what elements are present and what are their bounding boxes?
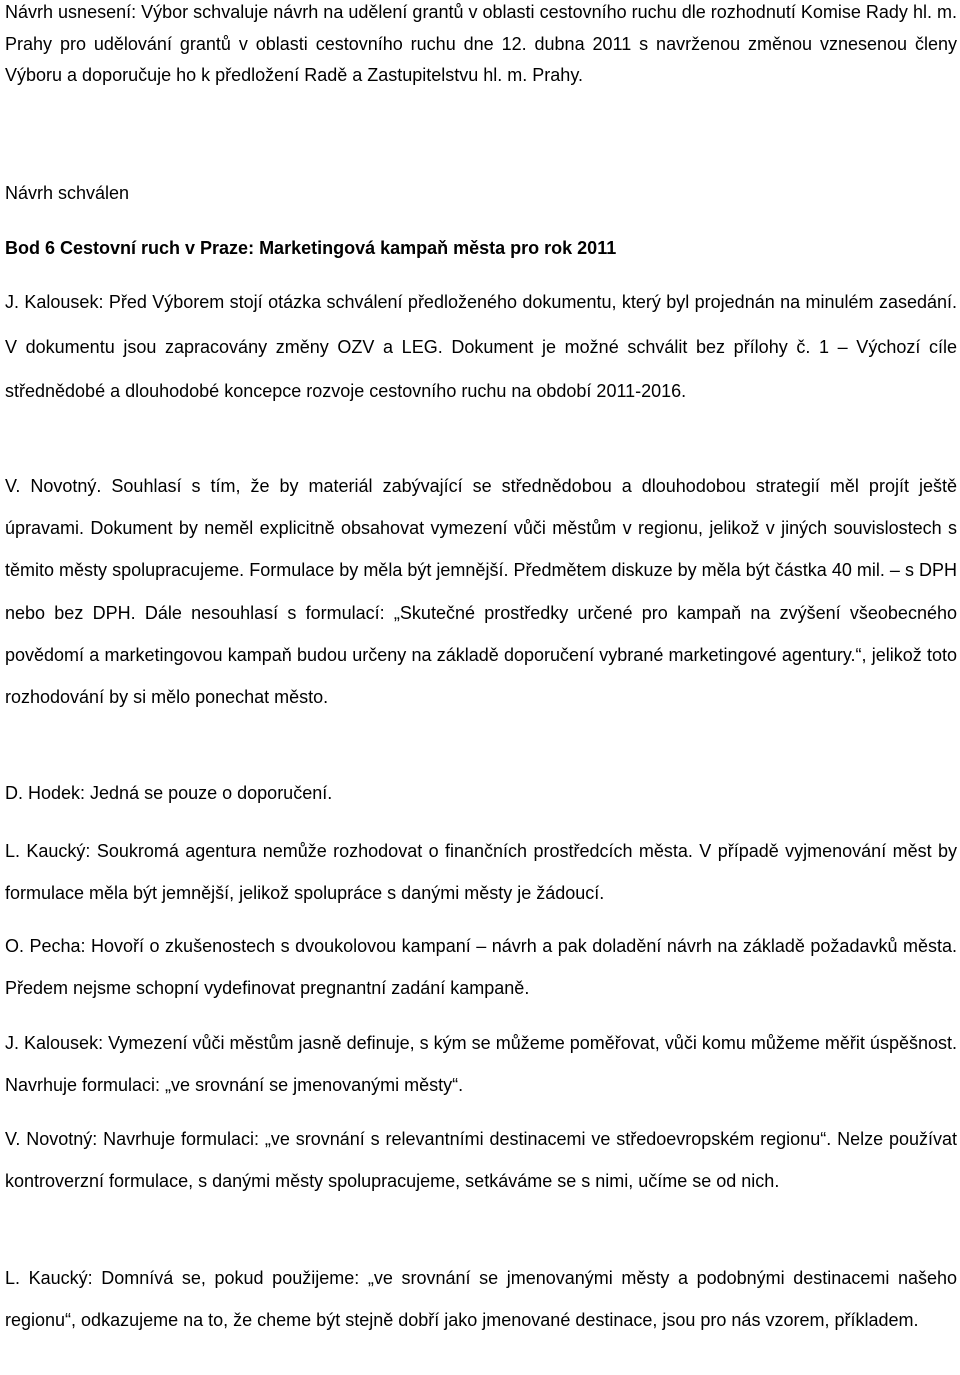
novotny-paragraph-2: V. Novotný: Navrhuje formulaci: „ve srovnání s relevantními destinacemi ve středoevropském regionu“. Nelze používat kontroverzní formulace, s danými městy spolupracujeme, setkáváme se s nimi, učíme se od nich. <box>5 1129 957 1191</box>
approved-line: Návrh schválen <box>5 183 130 203</box>
kaucky-paragraph-2: L. Kaucký: Domnívá se, pokud použijeme: „ve srovnání se jmenovanými městy a podobnými destinacemi našeho regionu“, odkazujeme na to, že cheme být stejně dobří jako jmenované destinace, jsou pro nás vzorem, příkladem. <box>5 1268 957 1330</box>
hodek-paragraph: D. Hodek: Jedná se pouze o doporučení. <box>5 783 333 803</box>
kaucky-paragraph-1: L. Kaucký: Soukromá agentura nemůže rozhodovat o finančních prostředcích města. V případě vyjmenování měst by formulace měla být jemnější, jelikož spolupráce s danými městy je žádoucí. <box>5 841 957 903</box>
pecha-paragraph: O. Pecha: Hovoří o zkušenostech s dvoukolovou kampaní – návrh a pak doladění návrh na základě požadavků města. Předem nejsme schopní vydefinovat pregnantní zadání kampaně. <box>5 936 957 998</box>
agenda-item-heading: Bod 6 Cestovní ruch v Praze: Marketingová kampaň města pro rok 2011 <box>5 238 617 258</box>
resolution-paragraph: Návrh usnesení: Výbor schvaluje návrh na udělení grantů v oblasti cestovního ruchu dle rozhodnutí Komise Rady hl. m. Prahy pro udělování grantů v oblasti cestovního ruchu dne 12. dubna 2011 s navrženou změnou vznesenou členy Výboru a doporučuje ho k předložení Radě a Zastupitelstvu hl. m. Prahy. <box>5 2 957 85</box>
kalousek-paragraph-1: J. Kalousek: Před Výborem stojí otázka schválení předloženého dokumentu, který byl projednán na minulém zasedání. V dokumentu jsou zapracovány změny OZV a LEG. Dokument je možné schválit bez přílohy č. 1 – Výchozí cíle střednědobé a dlouhodobé koncepce rozvoje cestovního ruchu na období 2011-2016. <box>5 292 957 401</box>
kalousek-paragraph-2: J. Kalousek: Vymezení vůči městům jasně definuje, s kým se můžeme poměřovat, vůči komu můžeme měřit úspěšnost. Navrhuje formulaci: „ve srovnání se jmenovanými městy“. <box>5 1033 957 1095</box>
novotny-paragraph-1: V. Novotný. Souhlasí s tím, že by materiál zabývající se střednědobou a dlouhodobou strategií měl projít ještě úpravami. Dokument by neměl explicitně obsahovat vymezení vůči městům v regionu, jelikož v jiných souvislostech s těmito městy spolupracujeme. Formulace by měla být jemnější. Předmětem diskuze by měla být částka 40 mil. – s DPH nebo bez DPH. Dále nesouhlasí s formulací: „Skutečné prostředky určené pro kampaň na zvýšení všeobecného povědomí a marketingovou kampaň budou určeny na základě doporučení vybrané marketingové agentury.“, jelikož toto rozhodování by si mělo ponechat město. <box>5 476 957 708</box>
